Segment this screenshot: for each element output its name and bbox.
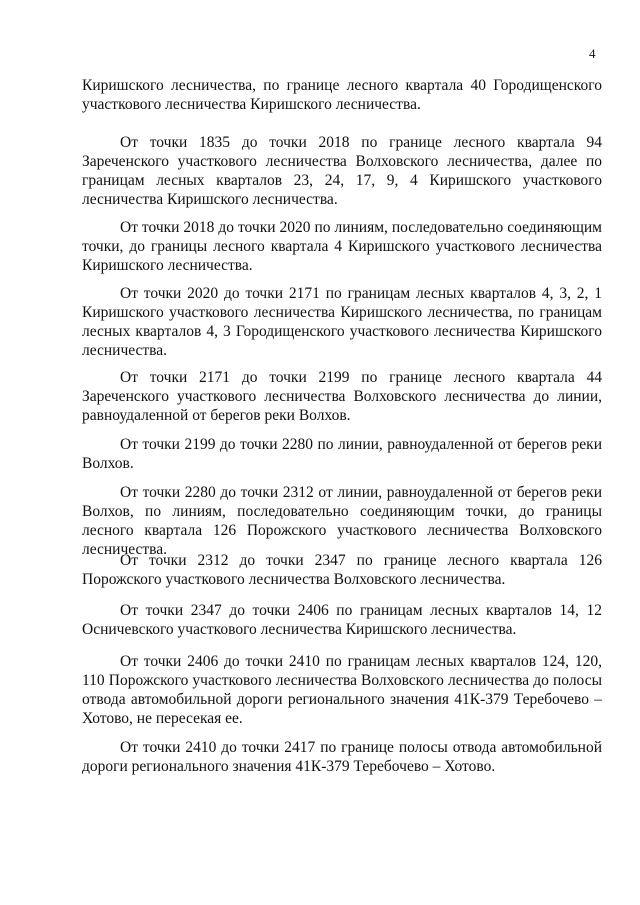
- paragraph-2199-2280: От точки 2199 до точки 2280 по линии, равноудаленной от берегов реки Волхов.: [82, 436, 602, 472]
- paragraph-2171-2199: От точки 2171 до точки 2199 по границе лесного квартала 44 Зареченского участкового лесничества Волховского лесничества до линии, равноудаленной от берегов реки Волхов.: [82, 369, 602, 424]
- paragraph-2406-2410: От точки 2406 до точки 2410 по границам лесных кварталов 124, 120, 110 Порожского участкового лесничества Волховского лесничества до полосы отвода автомобильной дороги регионального значения 41К-379 Теребочево – Хотово, не пересекая ее.: [82, 653, 602, 727]
- paragraph-2347-2406: От точки 2347 до точки 2406 по границам лесных кварталов 14, 12 Осничевского участкового лесничества Киришского лесничества.: [82, 602, 602, 638]
- paragraph-2312-2347: От точки 2312 до точки 2347 по границе лесного квартала 126 Порожского участкового лесничества Волховского лесничества.: [82, 552, 602, 588]
- paragraph-2020-2171: От точки 2020 до точки 2171 по границам лесных кварталов 4, 3, 2, 1 Киришского участкового лесничества Киришского лесничества, по границам лесных кварталов 4, 3 Городищенского участкового лесничества Киришского лесничества.: [82, 285, 602, 359]
- paragraph-2018-2020: От точки 2018 до точки 2020 по линиям, последовательно соединяющим точки, до границы лесного квартала 4 Киришского участкового лесничества Киришского лесничества.: [82, 219, 602, 274]
- paragraph-1835-2018: От точки 1835 до точки 2018 по границе лесного квартала 94 Зареченского участкового лесничества Волховского лесничества, далее по границам лесных кварталов 23, 24, 17, 9, 4 Киришского участкового лесничества Киришского лесничества.: [82, 134, 602, 208]
- paragraph-continuation: Киришского лесничества, по границе лесного квартала 40 Городищенского участкового лесничества Киришского лесничества.: [82, 77, 602, 113]
- paragraph-2410-2417: От точки 2410 до точки 2417 по границе полосы отвода автомобильной дороги регионального значения 41К-379 Теребочево – Хотово.: [82, 739, 602, 775]
- page-number: 4: [589, 46, 596, 61]
- paragraph-2280-2312: От точки 2280 до точки 2312 от линии, равноудаленной от берегов реки Волхов, по линиям, последовательно соединяющим точки, до границы лесного квартала 126 Порожского участкового лесничества Волховского лесничества.: [82, 484, 602, 558]
